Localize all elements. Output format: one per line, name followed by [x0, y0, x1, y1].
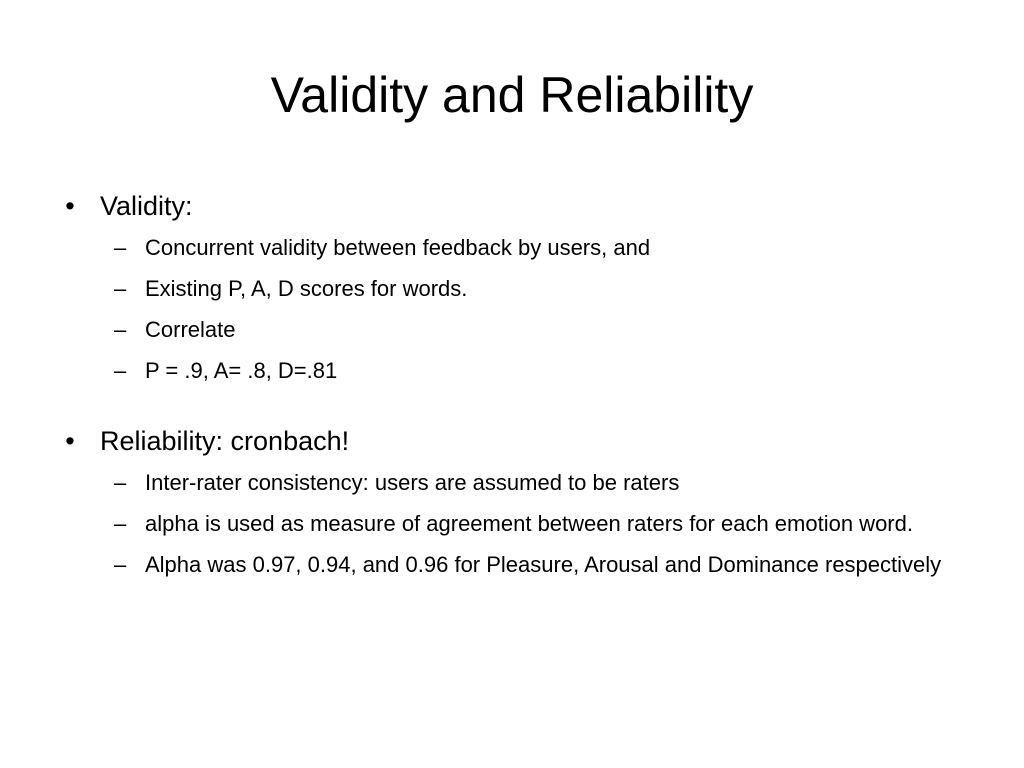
sub-bullet-text: Existing P, A, D scores for words. [145, 276, 468, 301]
sub-bullet-text: Correlate [145, 317, 236, 342]
sub-bullet [60, 508, 960, 540]
dash-icon: – [114, 358, 127, 383]
sub-bullet-text: Inter-rater consistency: users are assumed to be raters [145, 470, 680, 495]
sub-bullet [60, 355, 960, 387]
bullet-reliability [60, 421, 960, 461]
sub-bullet-text: P = .9, A= .8, D=.81 [145, 358, 338, 383]
sub-bullet [60, 273, 960, 305]
sub-bullet-text: Concurrent validity between feedback by users, and [145, 235, 651, 260]
dash-icon: – [114, 317, 127, 342]
bullet-heading: Validity: [100, 191, 193, 221]
sub-bullet-text: Alpha was 0.97, 0.94, and 0.96 for Pleasure, Arousal and Dominance respectively [145, 552, 942, 577]
sub-bullet [60, 314, 960, 346]
dash-icon: – [114, 511, 127, 536]
slide-body [60, 186, 960, 581]
sub-bullet [60, 549, 960, 581]
section-spacer [60, 387, 960, 421]
sub-bullet [60, 467, 960, 499]
dash-icon: – [114, 235, 127, 260]
dash-icon: – [114, 470, 127, 495]
bullet-icon: • [65, 191, 75, 221]
bullet-validity [60, 186, 960, 226]
slide-title: Validity and Reliability [270, 67, 754, 123]
dash-icon: – [114, 552, 127, 577]
sub-bullet-text: alpha is used as measure of agreement between raters for each emotion word. [145, 511, 913, 536]
dash-icon: – [114, 276, 127, 301]
bullet-heading: Reliability: cronbach! [100, 426, 350, 456]
bullet-icon: • [65, 426, 75, 456]
sub-bullet [60, 232, 960, 264]
